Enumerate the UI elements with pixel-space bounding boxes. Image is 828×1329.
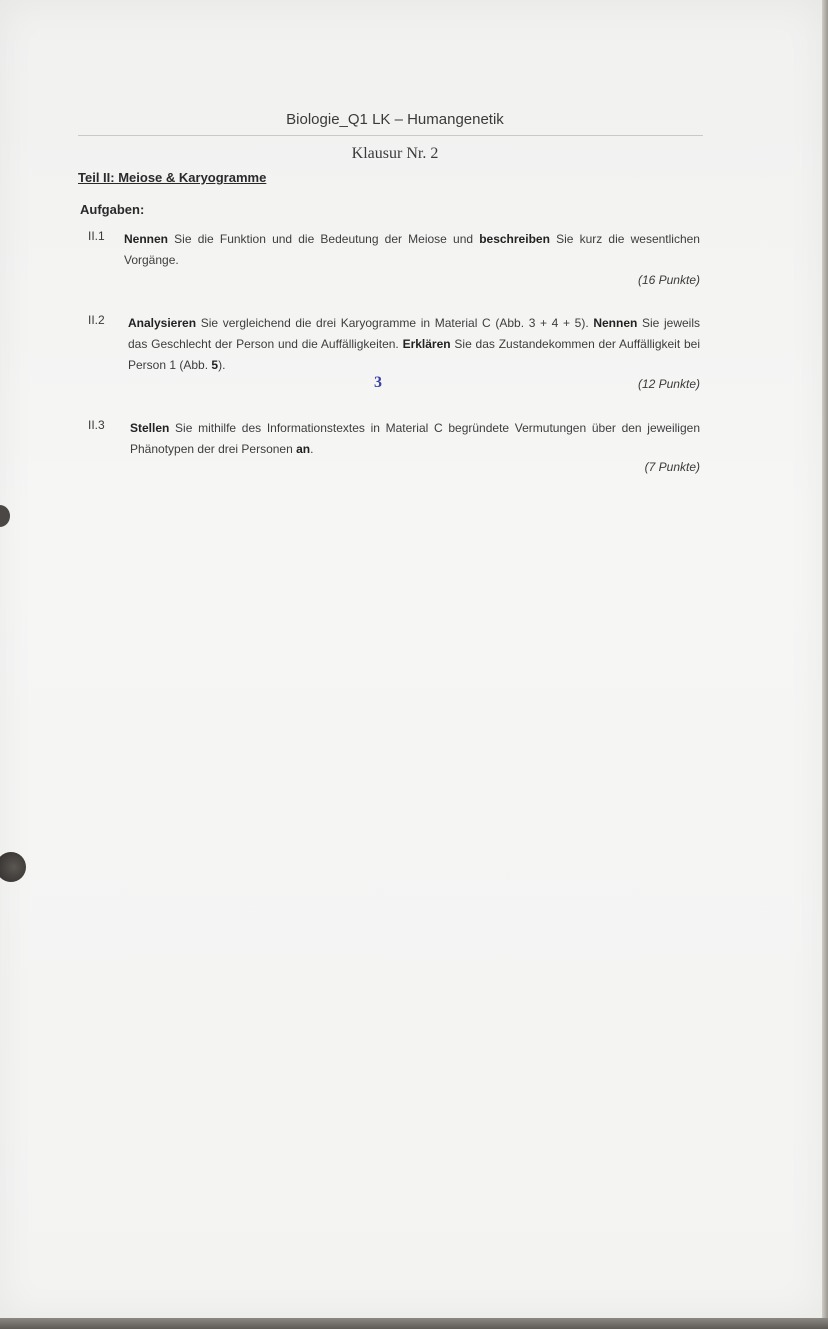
task-keyword: Stellen <box>130 421 170 435</box>
task-number: II.3 <box>88 418 105 432</box>
task-text-segment: ). <box>218 358 226 372</box>
task-keyword: Analysieren <box>128 316 197 330</box>
task-text <box>130 418 700 460</box>
corrected-figure-number: 5 <box>211 358 219 372</box>
task-text-segment: . <box>310 442 314 456</box>
task-text-segment: Sie jeweils das Geschlecht der Person und die Auffälligkeiten. <box>128 316 701 351</box>
punch-hole-top <box>0 505 10 527</box>
task-text-segment: Sie kurz die wesentlichen Vorgänge. <box>124 232 700 267</box>
task-item <box>88 313 700 403</box>
task-text-segment: Sie mithilfe des Informationstextes in Material C begründete Vermutungen über den jeweiligen Phänotypen der drei Personen <box>130 421 700 456</box>
document-header-subtitle: Klausur Nr. 2 <box>351 145 439 162</box>
punch-hole-bottom <box>0 852 26 882</box>
task-number: II.2 <box>88 313 105 327</box>
task-keyword: Nennen <box>593 316 638 330</box>
task-item <box>88 418 700 488</box>
task-text-segment: Sie vergleichend die drei Karyogramme in Material C (Abb. 3 + 4 + 5). <box>196 316 594 330</box>
task-text-segment: Sie die Funktion und die Bedeutung der Meiose und <box>168 232 480 246</box>
task-points: (7 Punkte) <box>644 460 700 474</box>
task-text-segment: Sie das Zustandekommen der Auffälligkeit bei Person 1 (Abb. <box>128 337 700 372</box>
task-item <box>88 229 700 299</box>
handwritten-correction: 3 <box>374 374 382 391</box>
document-header-title: Biologie_Q1 LK – Humangenetik <box>286 111 504 128</box>
task-points: (12 Punkte) <box>637 377 700 391</box>
task-text <box>128 313 700 376</box>
task-number: II.1 <box>88 229 105 243</box>
task-points: (16 Punkte) <box>637 273 700 287</box>
task-keyword: an <box>296 442 311 456</box>
task-text <box>124 229 700 271</box>
section-title: Teil II: Meiose & Karyogramme <box>78 170 267 185</box>
tasks-label: Aufgaben: <box>80 202 145 217</box>
header-divider <box>78 135 703 136</box>
task-keyword: Nennen <box>124 232 169 246</box>
task-keyword: beschreiben <box>479 232 550 246</box>
paper-edge-bottom <box>0 1318 828 1329</box>
task-keyword: Erklären <box>402 337 451 351</box>
paper-edge-right <box>822 0 828 1318</box>
